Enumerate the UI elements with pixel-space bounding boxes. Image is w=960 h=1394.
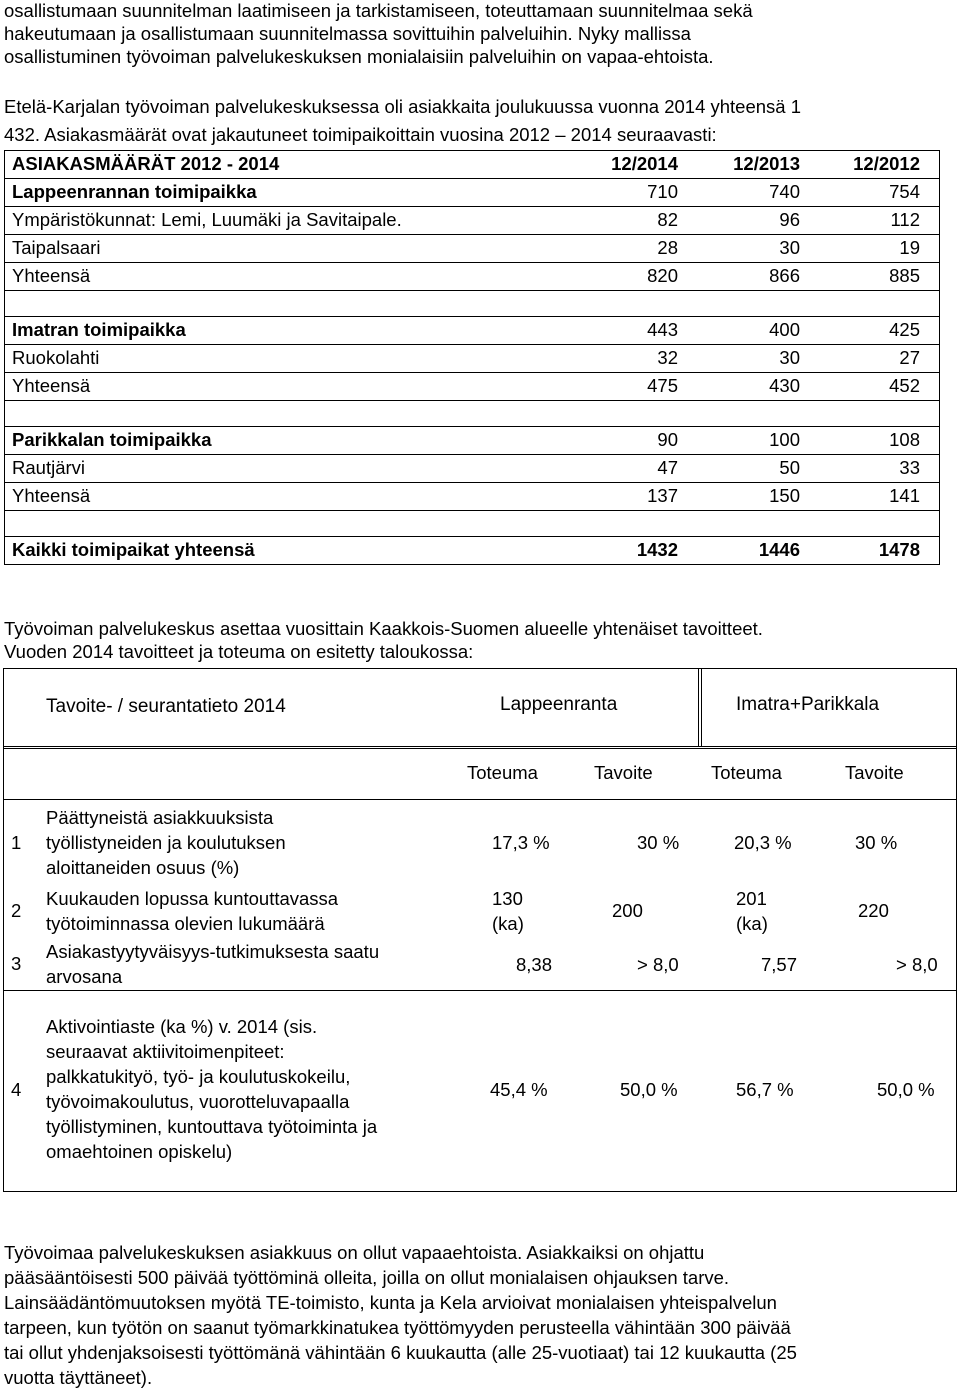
cell-2013: 740: [769, 181, 800, 202]
table-rule: [4, 206, 940, 207]
row-label-line: seuraavat aktiivitoimenpiteet:: [46, 1041, 285, 1062]
row-label: Imatran toimipaikka: [12, 319, 186, 340]
text-line: hakeutumaan ja osallistumaan suunnitelmassa sovittuihin palveluihin. Nyky mallissa: [4, 23, 691, 44]
subheader-tavoite: Tavoite: [594, 762, 653, 783]
header-col-2014: 12/2014: [611, 153, 678, 174]
table-rule: [3, 668, 957, 669]
row-label: Ympäristökunnat: Lemi, Luumäki ja Savitaipale.: [12, 209, 402, 230]
row-label-line: palkkatukityö, työ- ja koulutuskokeilu,: [46, 1066, 351, 1087]
text-line: Etelä-Karjalan työvoiman palvelukeskuksessa oli asiakkaita joulukuussa vuonna 2014 yhteensä 1: [4, 96, 802, 117]
text-line: tai ollut yhdenjaksoisesti työttömänä vähintään 6 kuukautta (alle 25-vuotiaat) tai 12 kuukautta (25: [4, 1342, 797, 1363]
row-label: Parikkalan toimipaikka: [12, 429, 212, 450]
table-rule: [4, 290, 940, 291]
cell-lpr-tavoite: 50,0 %: [620, 1079, 678, 1100]
cell-2012: 33: [899, 457, 920, 478]
table-rule: [4, 536, 940, 537]
text-line: pääsääntöisesti 500 päivää työttöminä olleita, joilla on ollut monialaisen ohjauksen tarve.: [4, 1267, 730, 1288]
cell-lpr-toteuma: 17,3 %: [492, 832, 550, 853]
table-row: [4, 178, 940, 206]
cell-imt-toteuma: 56,7 %: [736, 1079, 794, 1100]
cell-imt-tavoite: 220: [858, 900, 889, 921]
table-rule: [4, 564, 940, 565]
cell-lpr-tavoite: > 8,0: [637, 954, 679, 975]
cell-imt-tavoite: 50,0 %: [877, 1079, 935, 1100]
table-rule: [701, 668, 702, 747]
subheader-toteuma: Toteuma: [711, 762, 782, 783]
row-label: Yhteensä: [12, 485, 91, 506]
table-rule: [4, 510, 940, 511]
table-total-row: [4, 536, 940, 564]
table-row: [4, 234, 940, 262]
table-rule: [4, 262, 940, 263]
table-row: [4, 454, 940, 482]
table-rule: [3, 1191, 957, 1192]
row-label-line: Aktivointiaste (ka %) v. 2014 (sis.: [46, 1016, 318, 1037]
table-rule: [4, 150, 5, 565]
table-rule: [4, 372, 940, 373]
row-label: Yhteensä: [12, 375, 91, 396]
table-rule: [3, 990, 957, 991]
cell-2014: 32: [657, 347, 678, 368]
cell-lpr-toteuma: 130: [492, 888, 523, 909]
cell-2013: 50: [779, 457, 800, 478]
table-row-empty: [4, 290, 940, 318]
cell-2014: 82: [657, 209, 678, 230]
cell-2014: 47: [657, 457, 678, 478]
cell-2014: 1432: [636, 539, 678, 560]
subheader-toteuma: Toteuma: [467, 762, 538, 783]
cell-2013: 150: [769, 485, 800, 506]
cell-2014: 28: [657, 237, 678, 258]
table-rule: [4, 482, 940, 483]
cell-2014: 710: [647, 181, 678, 202]
row-label-line: aloittaneiden osuus (%): [46, 857, 240, 878]
cell-2014: 137: [647, 485, 678, 506]
table-rule: [939, 150, 940, 565]
cell-2012: 754: [889, 181, 920, 202]
row-label: Ruokolahti: [12, 347, 100, 368]
table-rule: [4, 454, 940, 455]
cell-2014: 443: [647, 319, 678, 340]
table-row-empty: [4, 510, 940, 538]
table-header-row: [4, 150, 940, 178]
row-label-line: työllistyminen, kuntouttava työtoiminta ja: [46, 1116, 378, 1137]
cell-lpr-toteuma: 45,4 %: [490, 1079, 548, 1100]
cell-2013: 30: [779, 237, 800, 258]
subheader-tavoite: Tavoite: [845, 762, 904, 783]
text-line: Lainsäädäntömuutoksen myötä TE-toimisto, kunta ja Kela arvioivat monialaisen yhteispalvelun: [4, 1292, 777, 1313]
text-line: tarpeen, kun työtön on saanut työmarkkinatukea työttömyyden perusteella vähintään 300 päivää: [4, 1317, 791, 1338]
cell-2012: 885: [889, 265, 920, 286]
row-number: 3: [11, 953, 22, 974]
cell-2012: 1478: [878, 539, 920, 560]
table-row: [4, 206, 940, 234]
cell-imt-tavoite: > 8,0: [896, 954, 938, 975]
cell-2014: 820: [647, 265, 678, 286]
cell-2012: 425: [889, 319, 920, 340]
row-label-line: työtoiminnassa olevien lukumäärä: [46, 913, 325, 934]
table-rule: [3, 799, 957, 800]
cell-2014: 475: [647, 375, 678, 396]
cell-2012: 112: [890, 209, 920, 230]
cell-imt-tavoite: 30 %: [855, 832, 898, 853]
header-col-2013: 12/2013: [733, 153, 800, 174]
row-label: Rautjärvi: [12, 457, 85, 478]
text-line: osallistuminen työvoiman palvelukeskuksen monialaisiin palveluihin on vapaa-ehtoista.: [4, 46, 714, 67]
row-label-line: työvoimakoulutus, vuorotteluvapaalla: [46, 1091, 350, 1112]
table-row: [4, 426, 940, 454]
row-label: Yhteensä: [12, 265, 91, 286]
cell-2013: 96: [779, 209, 800, 230]
row-number: 2: [11, 900, 22, 921]
cell-2013: 430: [769, 375, 800, 396]
cell-lpr-toteuma-unit: (ka): [492, 913, 524, 934]
cell-2013: 100: [769, 429, 800, 450]
cell-2012: 19: [899, 237, 920, 258]
table-title: Tavoite- / seurantatieto 2014: [46, 696, 286, 717]
table-row-empty: [4, 400, 940, 428]
table-rule: [3, 748, 957, 749]
table-row: [4, 316, 940, 344]
text-line: 432. Asiakasmäärät ovat jakautuneet toimipaikoittain vuosina 2012 – 2014 seuraavasti:: [4, 124, 717, 145]
table-rule: [698, 668, 699, 747]
cell-lpr-toteuma: 8,38: [516, 954, 553, 975]
cell-2013: 400: [769, 319, 800, 340]
row-number: 4: [11, 1079, 22, 1100]
text-line: Vuoden 2014 tavoitteet ja toteuma on esitetty taloukossa:: [4, 641, 474, 662]
table-rule: [4, 150, 940, 151]
cell-imt-toteuma: 20,3 %: [734, 832, 792, 853]
table-rule: [4, 344, 940, 345]
table-rule: [4, 234, 940, 235]
header-label: ASIAKASMÄÄRÄT 2012 - 2014: [12, 153, 280, 174]
cell-imt-toteuma: 7,57: [761, 954, 798, 975]
row-label: Taipalsaari: [12, 237, 101, 258]
row-label-line: omaehtoinen opiskelu): [46, 1141, 233, 1162]
cell-2012: 452: [889, 375, 920, 396]
cell-2013: 1446: [758, 539, 800, 560]
row-label: Lappeenrannan toimipaikka: [12, 181, 257, 202]
table-rule: [3, 746, 957, 747]
row-label-line: Asiakastyytyväisyys-tutkimuksesta saatu: [46, 941, 380, 962]
text-line: osallistumaan suunnitelman laatimiseen ja tarkistamiseen, toteuttamaan suunnitelmaa sekä: [4, 0, 753, 21]
row-number: 1: [11, 832, 22, 853]
row-label-line: Kuukauden lopussa kuntouttavassa: [46, 888, 339, 909]
row-label: Kaikki toimipaikat yhteensä: [12, 539, 255, 560]
text-line: Työvoimaa palvelukeskuksen asiakkuus on ollut vapaaehtoista. Asiakkaiksi on ohjattu: [4, 1242, 705, 1263]
column-group-lappeenranta: Lappeenranta: [500, 694, 618, 715]
cell-lpr-tavoite: 30 %: [637, 832, 680, 853]
header-col-2012: 12/2012: [853, 153, 920, 174]
table-row: [4, 482, 940, 510]
cell-2012: 108: [889, 429, 920, 450]
cell-2013: 30: [779, 347, 800, 368]
cell-lpr-tavoite: 200: [612, 900, 643, 921]
cell-imt-toteuma: 201: [736, 888, 767, 909]
cell-2014: 90: [657, 429, 678, 450]
table-row: [4, 372, 940, 400]
targets-table: [3, 668, 957, 1192]
row-label-line: Päättyneistä asiakkuuksista: [46, 807, 274, 828]
text-line: Työvoiman palvelukeskus asettaa vuosittain Kaakkois-Suomen alueelle yhtenäiset tavoitteet.: [4, 618, 763, 639]
table-rule: [4, 178, 940, 179]
table-rule: [4, 316, 940, 317]
cell-2012: 141: [889, 485, 920, 506]
row-label-line: työllistyneiden ja koulutuksen: [46, 832, 286, 853]
text-line: vuotta täyttäneet).: [4, 1367, 153, 1388]
table-row: [4, 344, 940, 372]
table-rule: [4, 400, 940, 401]
cell-2012: 27: [899, 347, 920, 368]
cell-2013: 866: [769, 265, 800, 286]
table-rule: [4, 426, 940, 427]
cell-imt-toteuma-unit: (ka): [736, 913, 768, 934]
column-group-imatra-parikkala: Imatra+Parikkala: [736, 694, 880, 715]
row-label-line: arvosana: [46, 966, 123, 987]
table-row: [4, 262, 940, 290]
